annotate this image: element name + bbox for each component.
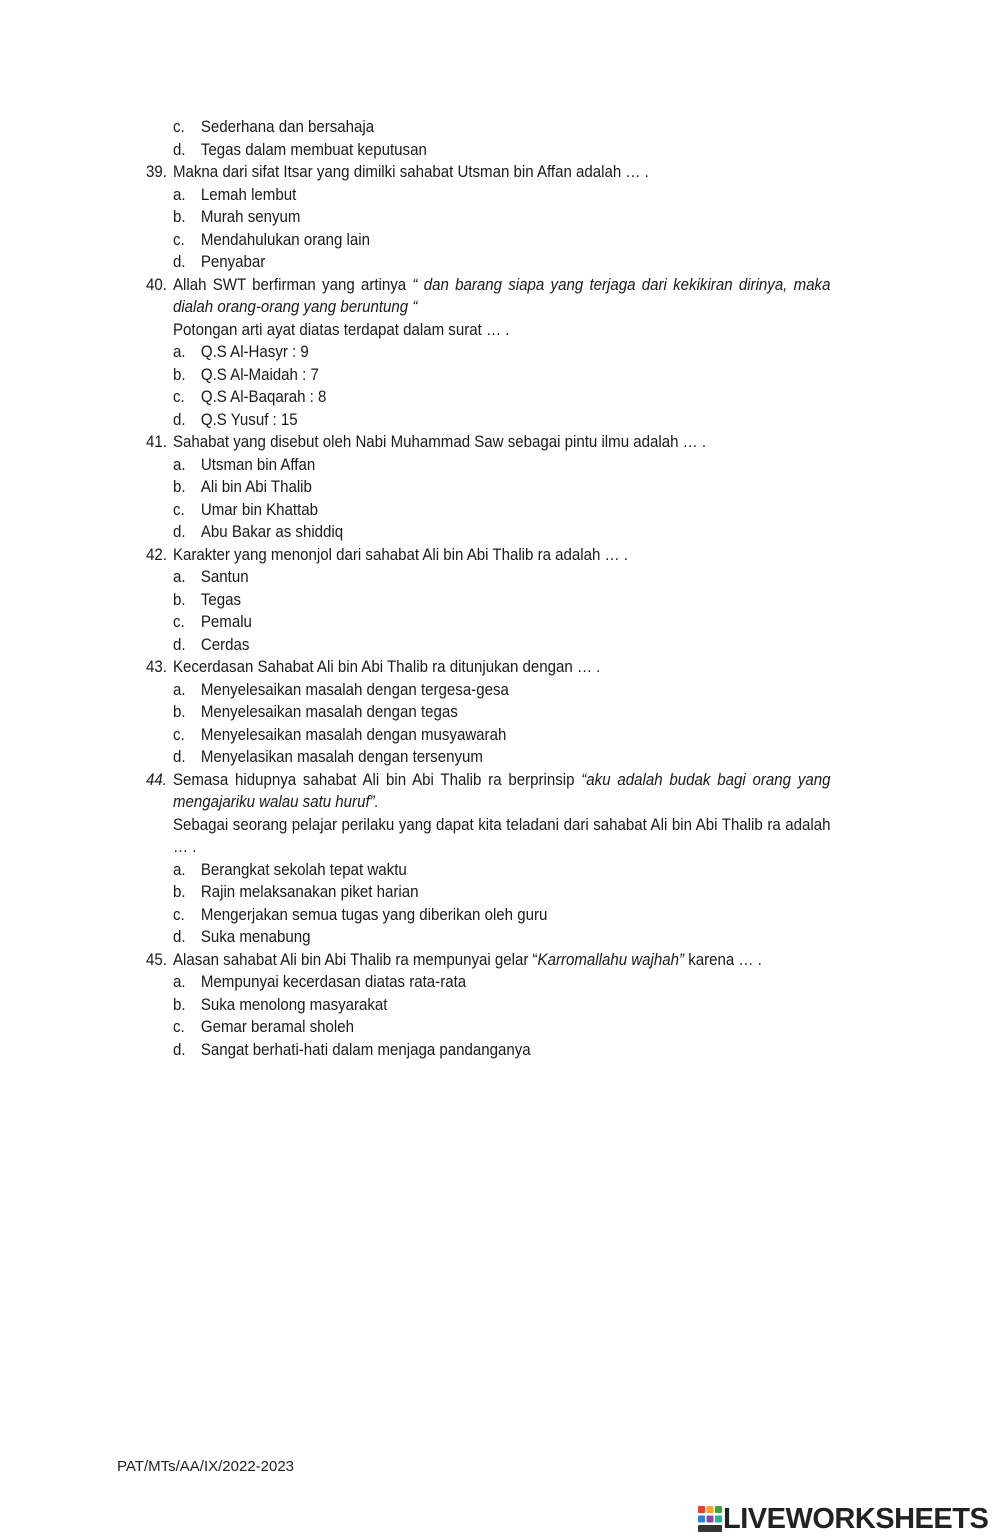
- option-letter: b.: [172, 365, 186, 384]
- question-number: 45.: [146, 950, 167, 969]
- answer-option: [146, 184, 830, 207]
- question-number: 41.: [146, 433, 167, 451]
- option-text: Cerdas: [200, 635, 250, 654]
- answer-option: [146, 904, 830, 927]
- continuation-quote: dialah orang-orang yang beruntung “: [172, 298, 418, 316]
- answer-option: [146, 566, 830, 589]
- question-quote: “aku adalah budak bagi orang yang: [581, 770, 831, 789]
- answer-option: [146, 116, 830, 139]
- question-continuation: [146, 791, 830, 814]
- option-text: Berangkat sekolah tepat waktu: [200, 860, 407, 879]
- option-text: Tegas: [200, 590, 242, 609]
- option-text: Mempunyai kecerdasan diatas rata-rata: [200, 973, 467, 991]
- option-text: Ali bin Abi Thalib: [200, 478, 312, 496]
- question-line: [146, 161, 830, 184]
- question-text: Semasa hidupnya sahabat Ali bin Abi Thalib ra berprinsip: [172, 770, 582, 789]
- option-text: Santun: [200, 568, 249, 586]
- option-letter: c.: [172, 230, 185, 249]
- option-letter: d.: [172, 928, 186, 946]
- answer-option: [146, 454, 830, 477]
- question-number: 42.: [146, 545, 167, 564]
- question-number: 39.: [146, 163, 167, 181]
- option-letter: d.: [172, 140, 186, 159]
- question-text: Makna dari sifat Itsar yang dimilki sahabat Utsman bin Affan adalah … .: [172, 163, 649, 181]
- answer-option: [146, 499, 830, 522]
- option-letter: c.: [172, 388, 185, 406]
- option-letter: b.: [172, 883, 186, 901]
- answer-option: [146, 206, 830, 229]
- continuation-quote: mengajariku walau satu huruf”.: [172, 793, 379, 811]
- answer-option: [146, 1016, 830, 1039]
- option-text: Menyelesaikan masalah dengan musyawarah: [200, 725, 507, 744]
- liveworksheets-brand: [698, 1503, 988, 1535]
- answer-option: [146, 1039, 830, 1062]
- option-letter: d.: [172, 635, 186, 654]
- answer-option: [146, 611, 830, 634]
- option-text: Abu Bakar as shiddiq: [200, 523, 344, 541]
- option-letter: c.: [172, 725, 185, 744]
- option-text: Tegas dalam membuat keputusan: [200, 140, 427, 159]
- question-continuation: [146, 296, 830, 319]
- question-text: Alasan sahabat Ali bin Abi Thalib ra mempunyai gelar “: [172, 950, 538, 969]
- option-letter: c.: [172, 613, 185, 631]
- answer-option: [146, 589, 830, 612]
- option-text: Q.S Al-Baqarah : 8: [200, 388, 327, 406]
- option-text: Utsman bin Affan: [200, 455, 316, 474]
- option-text: Suka menabung: [200, 928, 311, 946]
- answer-option: [146, 859, 830, 882]
- answer-option: [146, 341, 830, 364]
- option-letter: a.: [172, 860, 186, 879]
- answer-option: [146, 386, 830, 409]
- option-text: Suka menolong masyarakat: [200, 995, 388, 1014]
- option-text: Penyabar: [200, 253, 266, 271]
- answer-option: [146, 364, 830, 387]
- answer-option: [146, 724, 830, 747]
- option-letter: a.: [172, 973, 186, 991]
- answer-option: [146, 139, 830, 162]
- option-text: Q.S Al-Hasyr : 9: [200, 343, 309, 361]
- question-text: Karakter yang menonjol dari sahabat Ali bin Abi Thalib ra adalah … .: [172, 545, 628, 564]
- option-text: Q.S Al-Maidah : 7: [200, 365, 319, 384]
- question-continuation: [146, 814, 830, 837]
- question-line: [146, 769, 830, 792]
- answer-option: [146, 409, 830, 432]
- question-line: [146, 949, 830, 972]
- option-letter: d.: [172, 748, 186, 766]
- option-letter: a.: [172, 680, 186, 699]
- continuation-text: Sebagai seorang pelajar perilaku yang dapat kita teladani dari sahabat Ali bin Abi Thalib ra adalah: [172, 815, 831, 834]
- answer-option: [146, 521, 830, 544]
- option-text: Pemalu: [200, 613, 252, 631]
- option-letter: c.: [172, 1018, 185, 1036]
- answer-option: [146, 476, 830, 499]
- option-letter: b.: [172, 478, 186, 496]
- answer-option: [146, 251, 830, 274]
- option-letter: d.: [172, 253, 186, 271]
- question-text: Allah SWT berfirman yang artinya: [172, 275, 413, 294]
- question-text: Sahabat yang disebut oleh Nabi Muhammad Saw sebagai pintu ilmu adalah … .: [172, 433, 707, 451]
- option-letter: b.: [172, 995, 186, 1014]
- option-letter: c.: [172, 500, 185, 519]
- option-text: Umar bin Khattab: [200, 500, 319, 519]
- worksheet-content: [146, 116, 830, 1061]
- option-letter: a.: [172, 343, 186, 361]
- answer-option: [146, 746, 830, 769]
- option-text: Menyelasikan masalah dengan tersenyum: [200, 748, 483, 766]
- question-text-tail: karena … .: [684, 950, 762, 969]
- answer-option: [146, 229, 830, 252]
- continuation-text: … .: [172, 838, 197, 856]
- document-code-footer: PAT/MTs/AA/IX/2022-2023: [117, 1458, 295, 1475]
- answer-option: [146, 881, 830, 904]
- option-letter: d.: [172, 410, 186, 429]
- option-text: Sederhana dan bersahaja: [200, 118, 375, 136]
- question-quote: “ dan barang siapa yang terjaga dari kekikiran dirinya, maka: [412, 275, 831, 294]
- answer-option: [146, 679, 830, 702]
- question-continuation: [146, 836, 830, 859]
- question-continuation: [146, 319, 830, 342]
- question-number: 43.: [146, 658, 167, 676]
- continuation-text: Potongan arti ayat diatas terdapat dalam surat … .: [172, 320, 510, 339]
- option-text: Menyelesaikan masalah dengan tegas: [200, 703, 458, 721]
- answer-option: [146, 994, 830, 1017]
- question-text: Kecerdasan Sahabat Ali bin Abi Thalib ra ditunjukan dengan … .: [172, 658, 601, 676]
- option-letter: b.: [172, 703, 186, 721]
- option-text: Rajin melaksanakan piket harian: [200, 883, 419, 901]
- option-text: Mengerjakan semua tugas yang diberikan oleh guru: [200, 905, 548, 924]
- option-letter: d.: [172, 1040, 186, 1059]
- option-text: Gemar beramal sholeh: [200, 1018, 355, 1036]
- option-letter: d.: [172, 523, 186, 541]
- question-line: [146, 656, 830, 679]
- answer-option: [146, 701, 830, 724]
- option-text: Lemah lembut: [200, 185, 297, 204]
- brand-name: LIVEWORKSHEETS: [723, 1502, 989, 1535]
- liveworksheets-logo-icon: [698, 1506, 722, 1532]
- answer-option: [146, 634, 830, 657]
- question-line: [146, 544, 830, 567]
- option-text: Mendahulukan orang lain: [200, 230, 370, 249]
- option-text: Murah senyum: [200, 208, 301, 226]
- option-letter: c.: [172, 118, 185, 136]
- option-text: Q.S Yusuf : 15: [200, 410, 298, 429]
- option-letter: a.: [172, 455, 186, 474]
- answer-option: [146, 926, 830, 949]
- option-letter: a.: [172, 185, 186, 204]
- answer-option: [146, 971, 830, 994]
- option-letter: c.: [172, 905, 185, 924]
- question-line: [146, 274, 830, 297]
- option-letter: a.: [172, 568, 186, 586]
- question-line: [146, 431, 830, 454]
- question-number: 44.: [146, 770, 167, 789]
- option-letter: b.: [172, 208, 186, 226]
- question-quote: Karromallahu wajhah”: [537, 950, 685, 969]
- question-number: 40.: [146, 275, 167, 294]
- option-text: Sangat berhati-hati dalam menjaga pandanganya: [200, 1040, 531, 1059]
- option-letter: b.: [172, 590, 186, 609]
- option-text: Menyelesaikan masalah dengan tergesa-gesa: [200, 680, 509, 699]
